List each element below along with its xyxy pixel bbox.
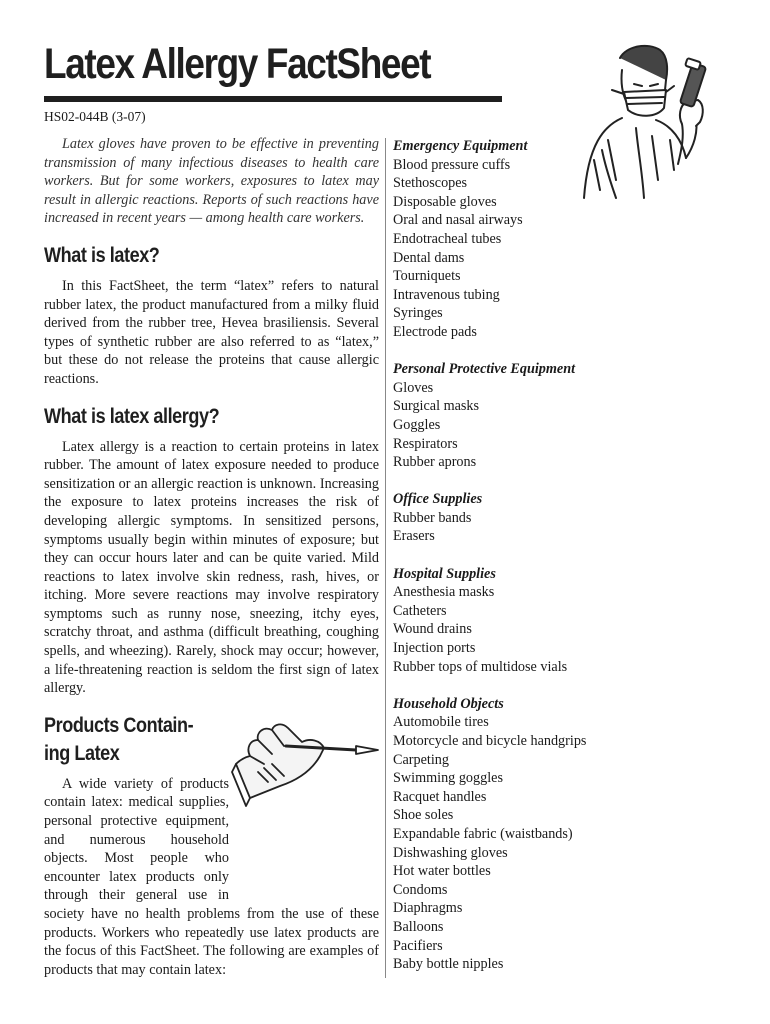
intro-paragraph: Latex gloves have proven to be effective in preventing transmission of many infectious diseases to health care workers. But for some workers, exposures to latex may result in allergic reactions. Reports of such reactions have increased in recent years — among health care workers. — [44, 136, 379, 227]
list-item: Endotracheal tubes — [393, 230, 502, 247]
title-underline — [44, 96, 502, 102]
list-item: Automobile tires — [393, 714, 489, 731]
list-item: Respirators — [393, 435, 458, 452]
left-column — [44, 135, 379, 979]
list-item: Wound drains — [393, 621, 472, 638]
heading-what-is-latex: What is latex? — [44, 243, 160, 267]
product-list-column — [393, 137, 633, 992]
list-item: Disposable gloves — [393, 193, 497, 210]
list-item: Swimming goggles — [393, 770, 503, 787]
page-title: Latex Allergy FactSheet — [44, 40, 431, 88]
masked-health-worker-illustration — [582, 40, 722, 200]
list-item: Rubber bands — [393, 509, 472, 526]
list-item: Hot water bottles — [393, 863, 491, 880]
list-item: Gloves — [393, 379, 434, 396]
list-item: Blood pressure cuffs — [393, 156, 511, 173]
list-item: Racquet handles — [393, 788, 487, 805]
list-item: Condoms — [393, 881, 448, 898]
list-item: Rubber tops of multidose vials — [393, 658, 568, 675]
list-item: Carpeting — [393, 751, 449, 768]
category-title: Personal Protective Equipment — [393, 361, 576, 378]
category-personal-protective-equipment — [393, 360, 633, 472]
document-code: HS02-044B (3-07) — [44, 109, 146, 124]
what-is-latex-paragraph: In this FactSheet, the term “latex” refers to natural rubber latex, the product manufactured from a milky fluid derived from the rubber tree, Hevea brasiliensis. Several types of synthetic rubber are also referred to as “latex,” but these do not release the proteins that cause allergic reactions. — [44, 277, 379, 387]
list-item: Injection ports — [393, 640, 476, 657]
list-item: Electrode pads — [393, 323, 477, 340]
heading-what-is-latex-allergy: What is latex allergy? — [44, 404, 220, 428]
list-item: Erasers — [393, 528, 435, 545]
list-item: Catheters — [393, 602, 447, 619]
list-item: Stethoscopes — [393, 175, 468, 192]
list-item: Pacifiers — [393, 937, 443, 954]
list-item: Shoe soles — [393, 807, 454, 824]
list-item: Dental dams — [393, 249, 465, 266]
category-title: Hospital Supplies — [393, 565, 496, 582]
list-item: Anesthesia masks — [393, 584, 495, 601]
category-title: Office Supplies — [393, 491, 483, 508]
category-office-supplies — [393, 490, 633, 546]
category-title: Household Objects — [393, 695, 504, 712]
list-item: Baby bottle nipples — [393, 956, 504, 973]
gloved-hand-scalpel-illustration — [228, 712, 380, 812]
list-item: Motorcycle and bicycle handgrips — [393, 733, 587, 749]
latex-allergy-paragraph: Latex allergy is a reaction to certain proteins in latex rubber. The amount of latex exposure needed to produce sensitization or an allergic reaction is unknown. Increasing the exposure to latex proteins increases the risk of developing allergic symptoms. In sensitized persons, symptoms usually begin within minutes of exposure; but they can occur hours later and can be quite varied. Mild reactions to latex involve skin redness, rash, hives, or itching. More severe reactions may involve respiratory symptoms such as runny nose, sneezing, itchy eyes, scratchy throat, and asthma (difficult breathing, coughing spells, and wheezing). Rarely, shock may occur; however, a life-threatening reaction is seldom the first sign of latex allergy. — [44, 438, 379, 697]
list-item: Rubber aprons — [393, 454, 477, 471]
list-item: Oral and nasal airways — [393, 212, 523, 229]
heading-products-line1: Products Contain- — [44, 713, 194, 737]
list-item: Expandable fabric (waistbands) — [393, 825, 573, 842]
list-item: Surgical masks — [393, 398, 480, 415]
list-item: Dishwashing gloves — [393, 844, 508, 861]
category-household-objects — [393, 695, 633, 974]
list-item: Balloons — [393, 918, 444, 935]
heading-products-line2: ing Latex — [44, 741, 120, 765]
products-paragraph: A wide variety of products contain latex: medical supplies, personal protective equipment, and numerous household objects. Most people who encounter latex products only through their general use in society have no health problems from the use of these products. Workers who repeatedly use latex products are the focus of this FactSheet. The following are examples of products that may contain latex: — [44, 775, 379, 978]
list-item: Tourniquets — [393, 268, 461, 285]
category-hospital-supplies — [393, 565, 633, 677]
list-item: Syringes — [393, 305, 443, 322]
category-title: Emergency Equipment — [393, 138, 528, 154]
column-divider — [385, 138, 386, 978]
list-item: Diaphragms — [393, 900, 463, 917]
list-item: Intravenous tubing — [393, 286, 500, 303]
list-item: Goggles — [393, 416, 441, 433]
